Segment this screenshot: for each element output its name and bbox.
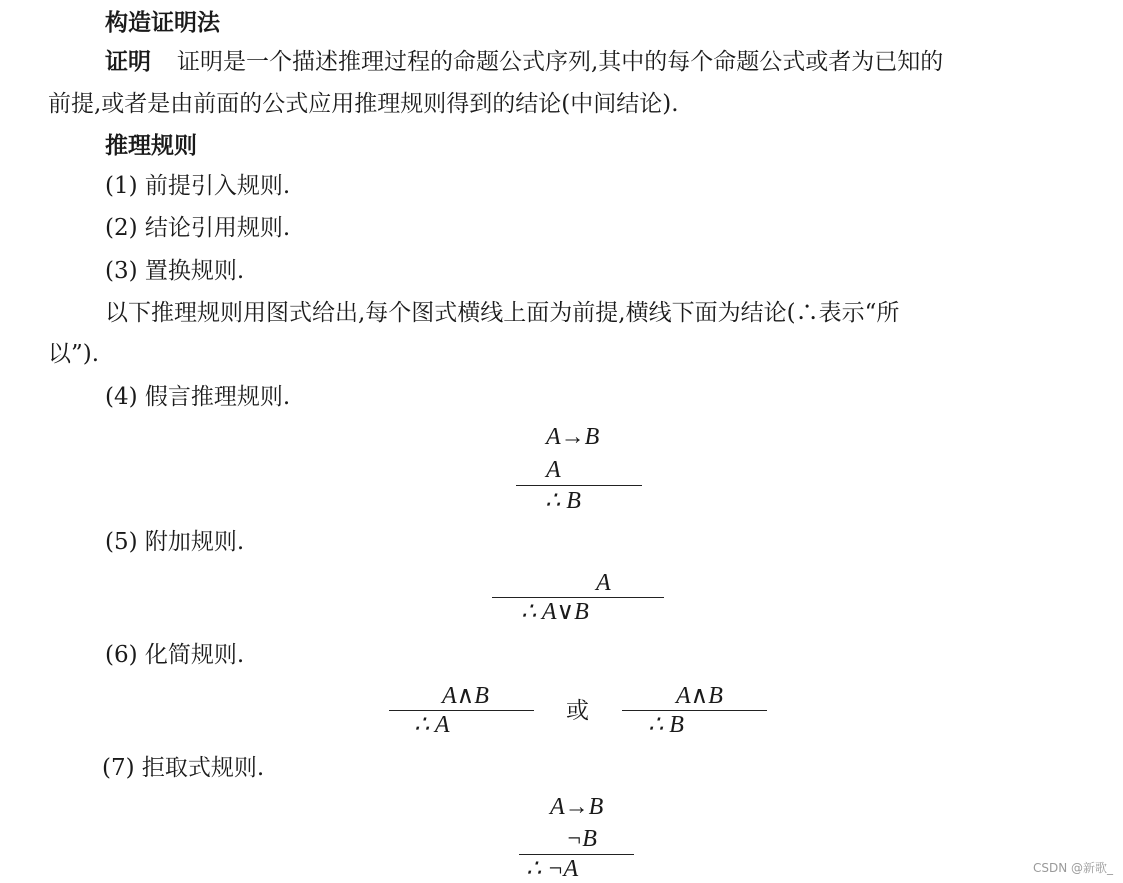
intro-line-1: 以下推理规则用图式给出,每个图式横线上面为前提,横线下面为结论(∴表示“所	[105, 300, 900, 326]
proof-label: 证明	[105, 48, 151, 75]
rule-name: 前提引入规则.	[144, 173, 291, 199]
inference-line	[389, 710, 534, 711]
premise: A	[596, 570, 611, 596]
rule-number: (4)	[105, 384, 138, 410]
rule-item	[102, 753, 264, 783]
premise: A→B	[546, 424, 600, 450]
rule-item	[105, 256, 244, 286]
premise: ¬B	[566, 826, 597, 852]
rule-item	[105, 527, 244, 557]
inference-line	[622, 710, 767, 711]
premise: A∧B	[676, 683, 723, 709]
rule-number: (6)	[105, 642, 138, 668]
intro-line-2: 以”).	[48, 341, 100, 367]
conclusion: ∴ B	[545, 488, 581, 514]
rule-item	[105, 640, 244, 670]
proof-paragraph-line-2: 前提,或者是由前面的公式应用推理规则得到的结论(中间结论).	[48, 91, 679, 117]
proof-text-1: 证明是一个描述推理过程的命题公式序列,其中的每个命题公式或者为已知的	[177, 49, 944, 75]
rule-item	[105, 171, 290, 201]
watermark: CSDN @新歌_	[1032, 861, 1113, 875]
proof-paragraph-line-1	[105, 47, 943, 77]
premise: A	[546, 457, 561, 483]
rule-number: (3)	[105, 258, 138, 284]
or-text: 或	[566, 698, 589, 724]
premise: A→B	[550, 794, 604, 820]
rule-name: 置换规则.	[144, 258, 245, 284]
rule-name: 附加规则.	[144, 529, 245, 555]
conclusion: ∴ A	[414, 712, 450, 738]
premise: A∧B	[442, 683, 489, 709]
rule-number: (2)	[105, 215, 138, 241]
conclusion: ∴ A∨B	[521, 599, 589, 625]
rule-item	[105, 213, 290, 243]
rule-number: (5)	[105, 529, 138, 555]
conclusion: ∴ ¬A	[526, 856, 579, 882]
rule-name: 假言推理规则.	[144, 384, 291, 410]
section-title: 构造证明法	[105, 9, 220, 36]
rules-title: 推理规则	[105, 132, 197, 159]
rule-number: (7)	[102, 755, 135, 781]
rule-item	[105, 382, 290, 412]
rule-number: (1)	[105, 173, 138, 199]
rule-name: 结论引用规则.	[144, 215, 291, 241]
conclusion: ∴ B	[648, 712, 684, 738]
inference-line	[516, 485, 642, 486]
rule-name: 拒取式规则.	[141, 755, 265, 781]
rule-name: 化简规则.	[144, 642, 245, 668]
